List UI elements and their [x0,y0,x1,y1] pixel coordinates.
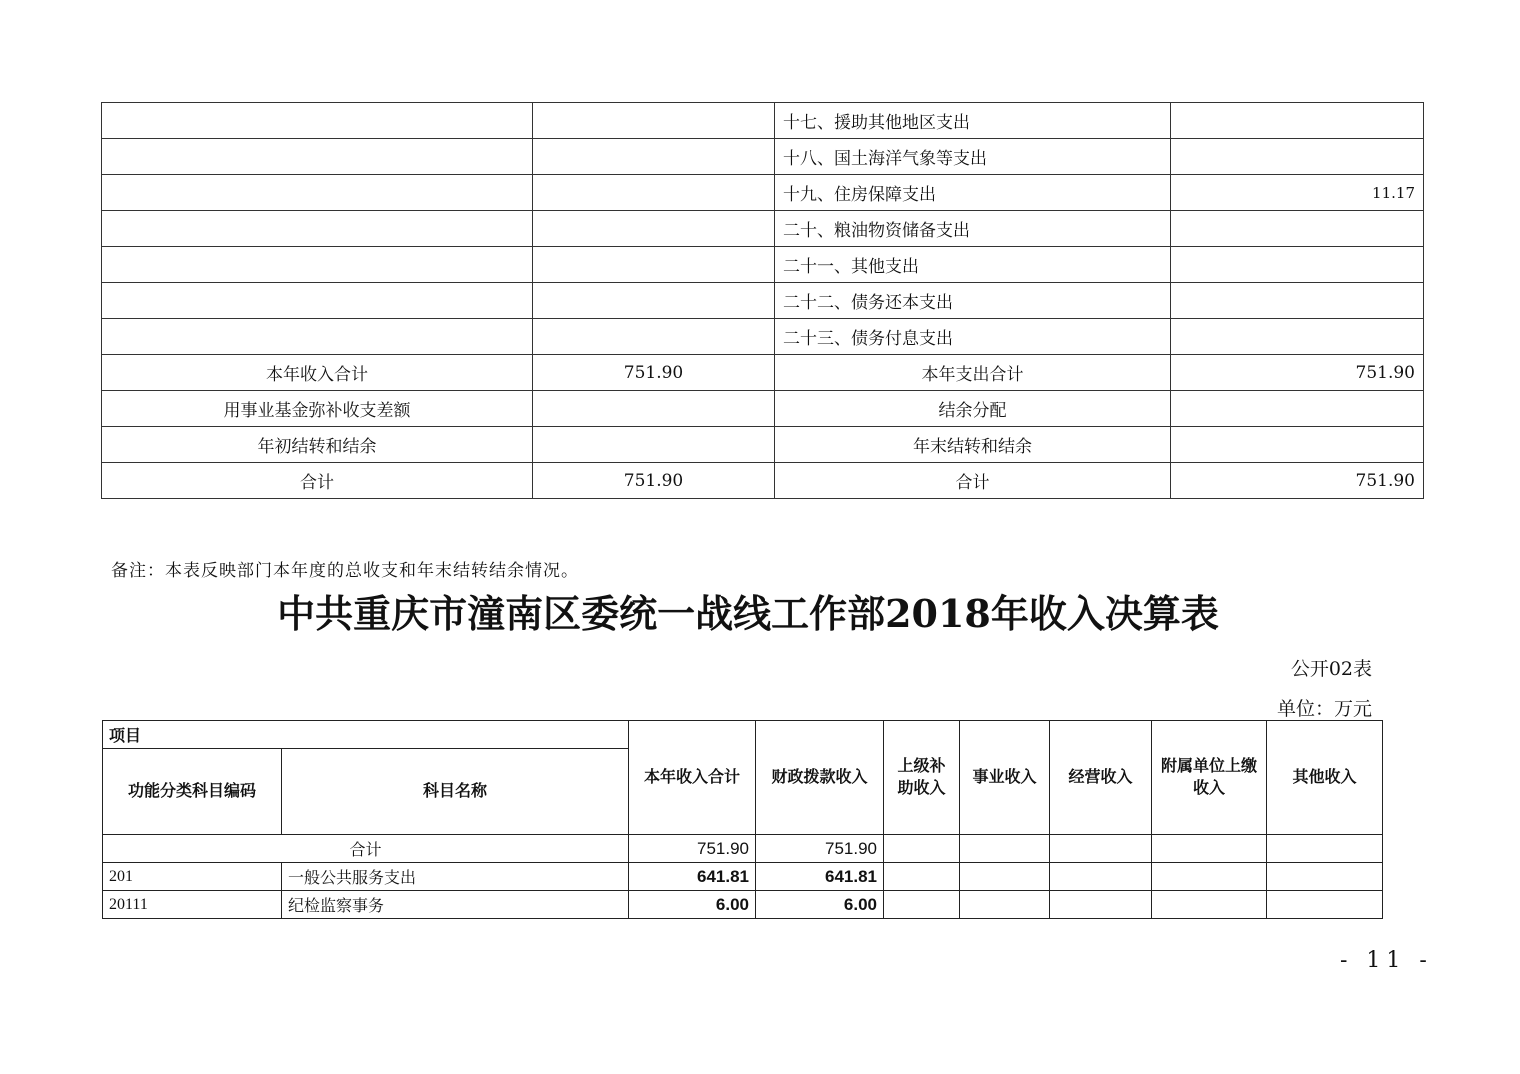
income-label: 用事业基金弥补收支差额 [102,391,533,427]
table-cell [1267,891,1383,919]
expense-value [1171,427,1424,463]
expense-item-label: 二十、粮油物资储备支出 [775,211,1171,247]
total-row [103,835,1383,863]
expense-value [1171,391,1424,427]
income-table [102,720,1383,919]
expense-item-value [1171,139,1424,175]
table-cell [102,103,533,139]
summary-row [102,427,1424,463]
form-number: 公开02表 [1290,658,1372,680]
header-operating: 经营收入 [1050,721,1152,835]
table-cell [960,891,1050,919]
table-cell [102,175,533,211]
expense-value: 751.90 [1171,463,1424,499]
row-fiscal: 641.81 [756,863,884,891]
expense-item-label: 十七、援助其他地区支出 [775,103,1171,139]
table-cell [102,319,533,355]
table-row [102,319,1424,355]
expense-item-label: 二十三、债务付息支出 [775,319,1171,355]
header-total: 本年收入合计 [629,721,756,835]
table-cell [533,283,775,319]
expense-label: 年末结转和结余 [775,427,1171,463]
table-cell [960,835,1050,863]
table-row [102,103,1424,139]
header-other: 其他收入 [1267,721,1383,835]
table-cell [1050,835,1152,863]
table-row [102,283,1424,319]
expense-item-value [1171,283,1424,319]
expense-item-value: 11.17 [1171,175,1424,211]
table-cell [533,247,775,283]
header-code: 功能分类科目编码 [103,749,282,835]
header-affiliate: 附属单位上缴收入 [1152,721,1267,835]
table-cell [533,319,775,355]
income-value: 751.90 [533,463,775,499]
header-business: 事业收入 [960,721,1050,835]
expense-item-label: 二十一、其他支出 [775,247,1171,283]
expense-label: 本年支出合计 [775,355,1171,391]
header-project: 项目 [103,721,629,749]
income-label: 合计 [102,463,533,499]
page-title: 中共重庆市潼南区委统一战线工作部2018年收入决算表 [277,591,1219,636]
total-fiscal: 751.90 [756,835,884,863]
unit-label: 单位：万元 [1276,698,1372,720]
income-value [533,391,775,427]
table-cell [533,139,775,175]
table-cell [884,863,960,891]
row-code: 201 [103,863,282,891]
row-fiscal: 6.00 [756,891,884,919]
table-cell [1267,863,1383,891]
table-cell [102,211,533,247]
table-row [102,175,1424,211]
expense-item-label: 二十二、债务还本支出 [775,283,1171,319]
row-total: 641.81 [629,863,756,891]
balance-table [101,102,1424,499]
summary-row [102,391,1424,427]
table-cell [102,139,533,175]
total-label: 合计 [103,835,629,863]
income-value [533,427,775,463]
table-cell [102,247,533,283]
table-row [102,139,1424,175]
income-label: 本年收入合计 [102,355,533,391]
table-cell [884,835,960,863]
table-cell [533,175,775,211]
table-cell [884,891,960,919]
header-superior: 上级补助收入 [884,721,960,835]
table-row [103,863,1383,891]
table-cell [960,863,1050,891]
income-value: 751.90 [533,355,775,391]
row-code: 20111 [103,891,282,919]
table-cell [1152,891,1267,919]
expense-item-label: 十八、国土海洋气象等支出 [775,139,1171,175]
expense-value: 751.90 [1171,355,1424,391]
expense-item-label: 十九、住房保障支出 [775,175,1171,211]
header-fiscal: 财政拨款收入 [756,721,884,835]
table-cell [1152,863,1267,891]
expense-item-value [1171,211,1424,247]
expense-label: 合计 [775,463,1171,499]
total-income: 751.90 [629,835,756,863]
table-cell [1152,835,1267,863]
expense-label: 结余分配 [775,391,1171,427]
table-row [103,891,1383,919]
table-cell [533,103,775,139]
page-number: - 11 - [1340,948,1433,973]
summary-row [102,355,1424,391]
total-row [102,463,1424,499]
table-cell [1050,891,1152,919]
row-total: 6.00 [629,891,756,919]
table-row [102,211,1424,247]
table-cell [1267,835,1383,863]
row-name: 一般公共服务支出 [282,863,629,891]
table-row [102,247,1424,283]
table-cell [1050,863,1152,891]
row-name: 纪检监察事务 [282,891,629,919]
income-label: 年初结转和结余 [102,427,533,463]
expense-item-value [1171,319,1424,355]
table-cell [102,283,533,319]
header-name: 科目名称 [282,749,629,835]
table-cell [533,211,775,247]
expense-item-value [1171,103,1424,139]
table-note: 备注：本表反映部门本年度的总收支和年末结转结余情况。 [111,561,579,581]
expense-item-value [1171,247,1424,283]
